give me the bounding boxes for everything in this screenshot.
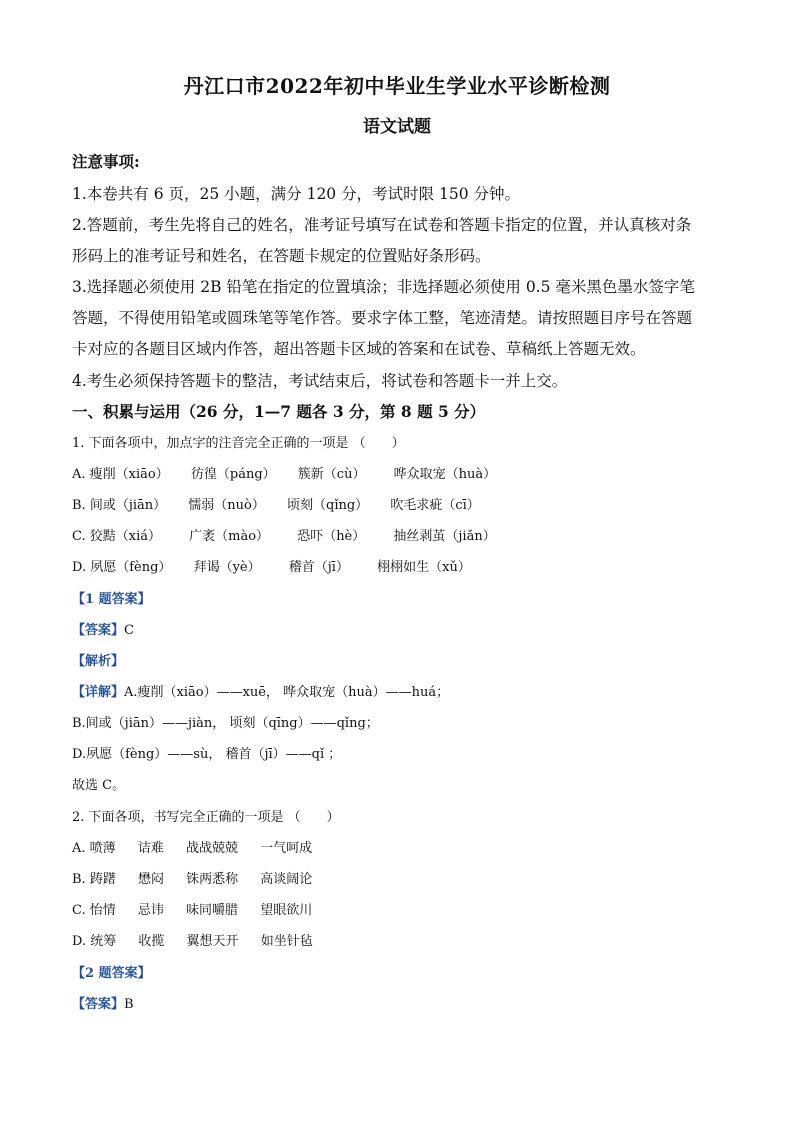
q1-option-a-word-3: 簇新（cù） — [297, 467, 366, 482]
q2-option-a — [72, 837, 312, 856]
q1-option-c-word-4: 抽丝剥茧（jiǎn） — [393, 529, 496, 544]
q1-option-d-word-3: 稽首（jī） — [288, 560, 349, 575]
q2-option-a-word-4: 一气呵成 — [260, 841, 313, 856]
q1-analysis-tag: 【解析】 — [72, 654, 125, 669]
notes-heading: 注意事项: — [72, 152, 140, 171]
q1-option-d-word-4: 栩栩如生（xǔ） — [377, 560, 471, 575]
q1-option-c-word-2: 广袤（mào） — [189, 529, 270, 544]
q1-option-a-word-4: 哗众取宠（huà） — [393, 467, 497, 482]
q2-option-b — [72, 868, 312, 887]
q2-option-a-word-1: A. 喷薄 — [72, 841, 116, 856]
q2-option-d-word-4: 如坐针毡 — [260, 934, 313, 949]
q2-option-a-word-3: 战战兢兢 — [185, 841, 238, 856]
q2-option-d-word-2: 收揽 — [138, 934, 165, 949]
q1-option-b-word-3: 顷刻（qǐng） — [287, 498, 369, 513]
q1-conclusion: 故选 C。 — [72, 778, 126, 793]
q2-option-c-word-4: 望眼欲川 — [260, 903, 313, 918]
q2-answer-tag: 【2 题答案】 — [72, 966, 151, 981]
q2-answer-label: 【答案】 — [72, 997, 125, 1012]
page-subtitle: 语文试题 — [363, 117, 431, 137]
q2-option-b-word-2: 懋闷 — [137, 872, 164, 887]
q1-option-b-word-2: 懦弱（nuò） — [188, 498, 265, 513]
q2-option-a-word-2: 诘难 — [137, 841, 164, 856]
notes-item-1: 1.本卷共有 6 页，25 小题，满分 120 分，考试时限 150 分钟。 — [72, 185, 521, 203]
notes-item-2-line-1: 2.答题前，考生先将自己的姓名，准考证号填写在试卷和答题卡指定的位置，并认真核对条 — [72, 216, 692, 234]
q1-detail-line-3: D.夙愿（fèng）——sù， 稽首（jī）——qǐ ； — [72, 747, 342, 762]
section-1-heading: 一、积累与运用（26 分，1—7 题各 3 分，第 8 题 5 分） — [72, 402, 486, 421]
q2-option-b-word-1: B. 踌躇 — [72, 872, 116, 887]
q2-option-d-word-1: D. 统筹 — [72, 934, 117, 949]
notes-item-2-line-2: 形码上的准考证号和姓名，在答题卡规定的位置贴好条形码。 — [72, 247, 491, 265]
q1-option-b-word-4: 吹毛求疵（cī） — [390, 498, 480, 513]
notes-item-3-line-3: 卡对应的各题目区域内作答，超出答题卡区域的答案和在试卷、草稿纸上答题无效。 — [72, 340, 646, 358]
q1-detail-line-1 — [72, 681, 449, 700]
q1-answer — [72, 619, 134, 638]
q2-option-b-word-4: 高谈阔论 — [260, 872, 313, 887]
q2-option-d-word-3: 翼想天开 — [186, 934, 239, 949]
notes-item-4: 4.考生必须保持答题卡的整洁，考试结束后，将试卷和答题卡一并上交。 — [72, 372, 568, 390]
q1-option-a-word-2: 彷徨（páng） — [190, 467, 276, 482]
q2-option-c-word-1: C. 怡情 — [72, 903, 116, 918]
q2-option-b-word-3: 铢两悉称 — [186, 872, 239, 887]
q1-option-d-word-2: 拜谒（yè） — [193, 560, 261, 575]
q1-detail-text-1: A.瘦削（xiāo）——xuē， 哗众取宠（huà）——huá； — [124, 685, 450, 700]
q2-answer-value: B — [124, 997, 134, 1012]
q2-option-c-word-2: 忌讳 — [137, 903, 164, 918]
q1-option-b-word-1: B. 间或（jiān） — [72, 498, 167, 513]
q2-stem: 2. 下面各项，书写完全正确的一项是 （ ） — [72, 810, 340, 825]
q2-option-c — [72, 899, 312, 918]
q1-stem: 1. 下面各项中，加点字的注音完全正确的一项是 （ ） — [72, 436, 405, 451]
page-title: 丹江口市2022年初中毕业生学业水平诊断检测 — [183, 74, 611, 98]
q1-option-d-word-1: D. 夙愿（fèng） — [72, 560, 172, 575]
q1-option-d — [72, 556, 471, 575]
q1-option-b — [72, 494, 480, 513]
q2-option-c-word-3: 味同嚼腊 — [186, 903, 239, 918]
q1-detail-line-2: B.间或（jiān）——jiàn， 顷刻（qīng）——qǐng； — [72, 716, 379, 731]
q1-answer-tag: 【1 题答案】 — [72, 592, 151, 607]
q1-option-c — [72, 525, 496, 544]
notes-item-3-line-2: 答题，不得使用铅笔或圆珠笔等笔作答。要求字体工整，笔迹清楚。请按照题目序号在答题 — [72, 309, 693, 327]
q1-option-a-word-1: A. 瘦削（xiāo） — [72, 467, 169, 482]
notes-item-3-line-1: 3.选择题必须使用 2B 铅笔在指定的位置填涂；非选择题必须使用 0.5 毫米黑色墨水签字笔 — [72, 278, 695, 296]
q1-option-c-word-3: 恐吓（hè） — [297, 529, 366, 544]
q2-answer — [72, 993, 134, 1012]
q2-option-d — [72, 930, 313, 949]
q1-answer-value: C — [124, 623, 134, 638]
q1-answer-label: 【答案】 — [72, 623, 125, 638]
q1-option-c-word-1: C. 狡黠（xiá） — [72, 529, 161, 544]
q1-detail-label: 【详解】 — [72, 685, 125, 700]
q1-option-a — [72, 463, 496, 482]
